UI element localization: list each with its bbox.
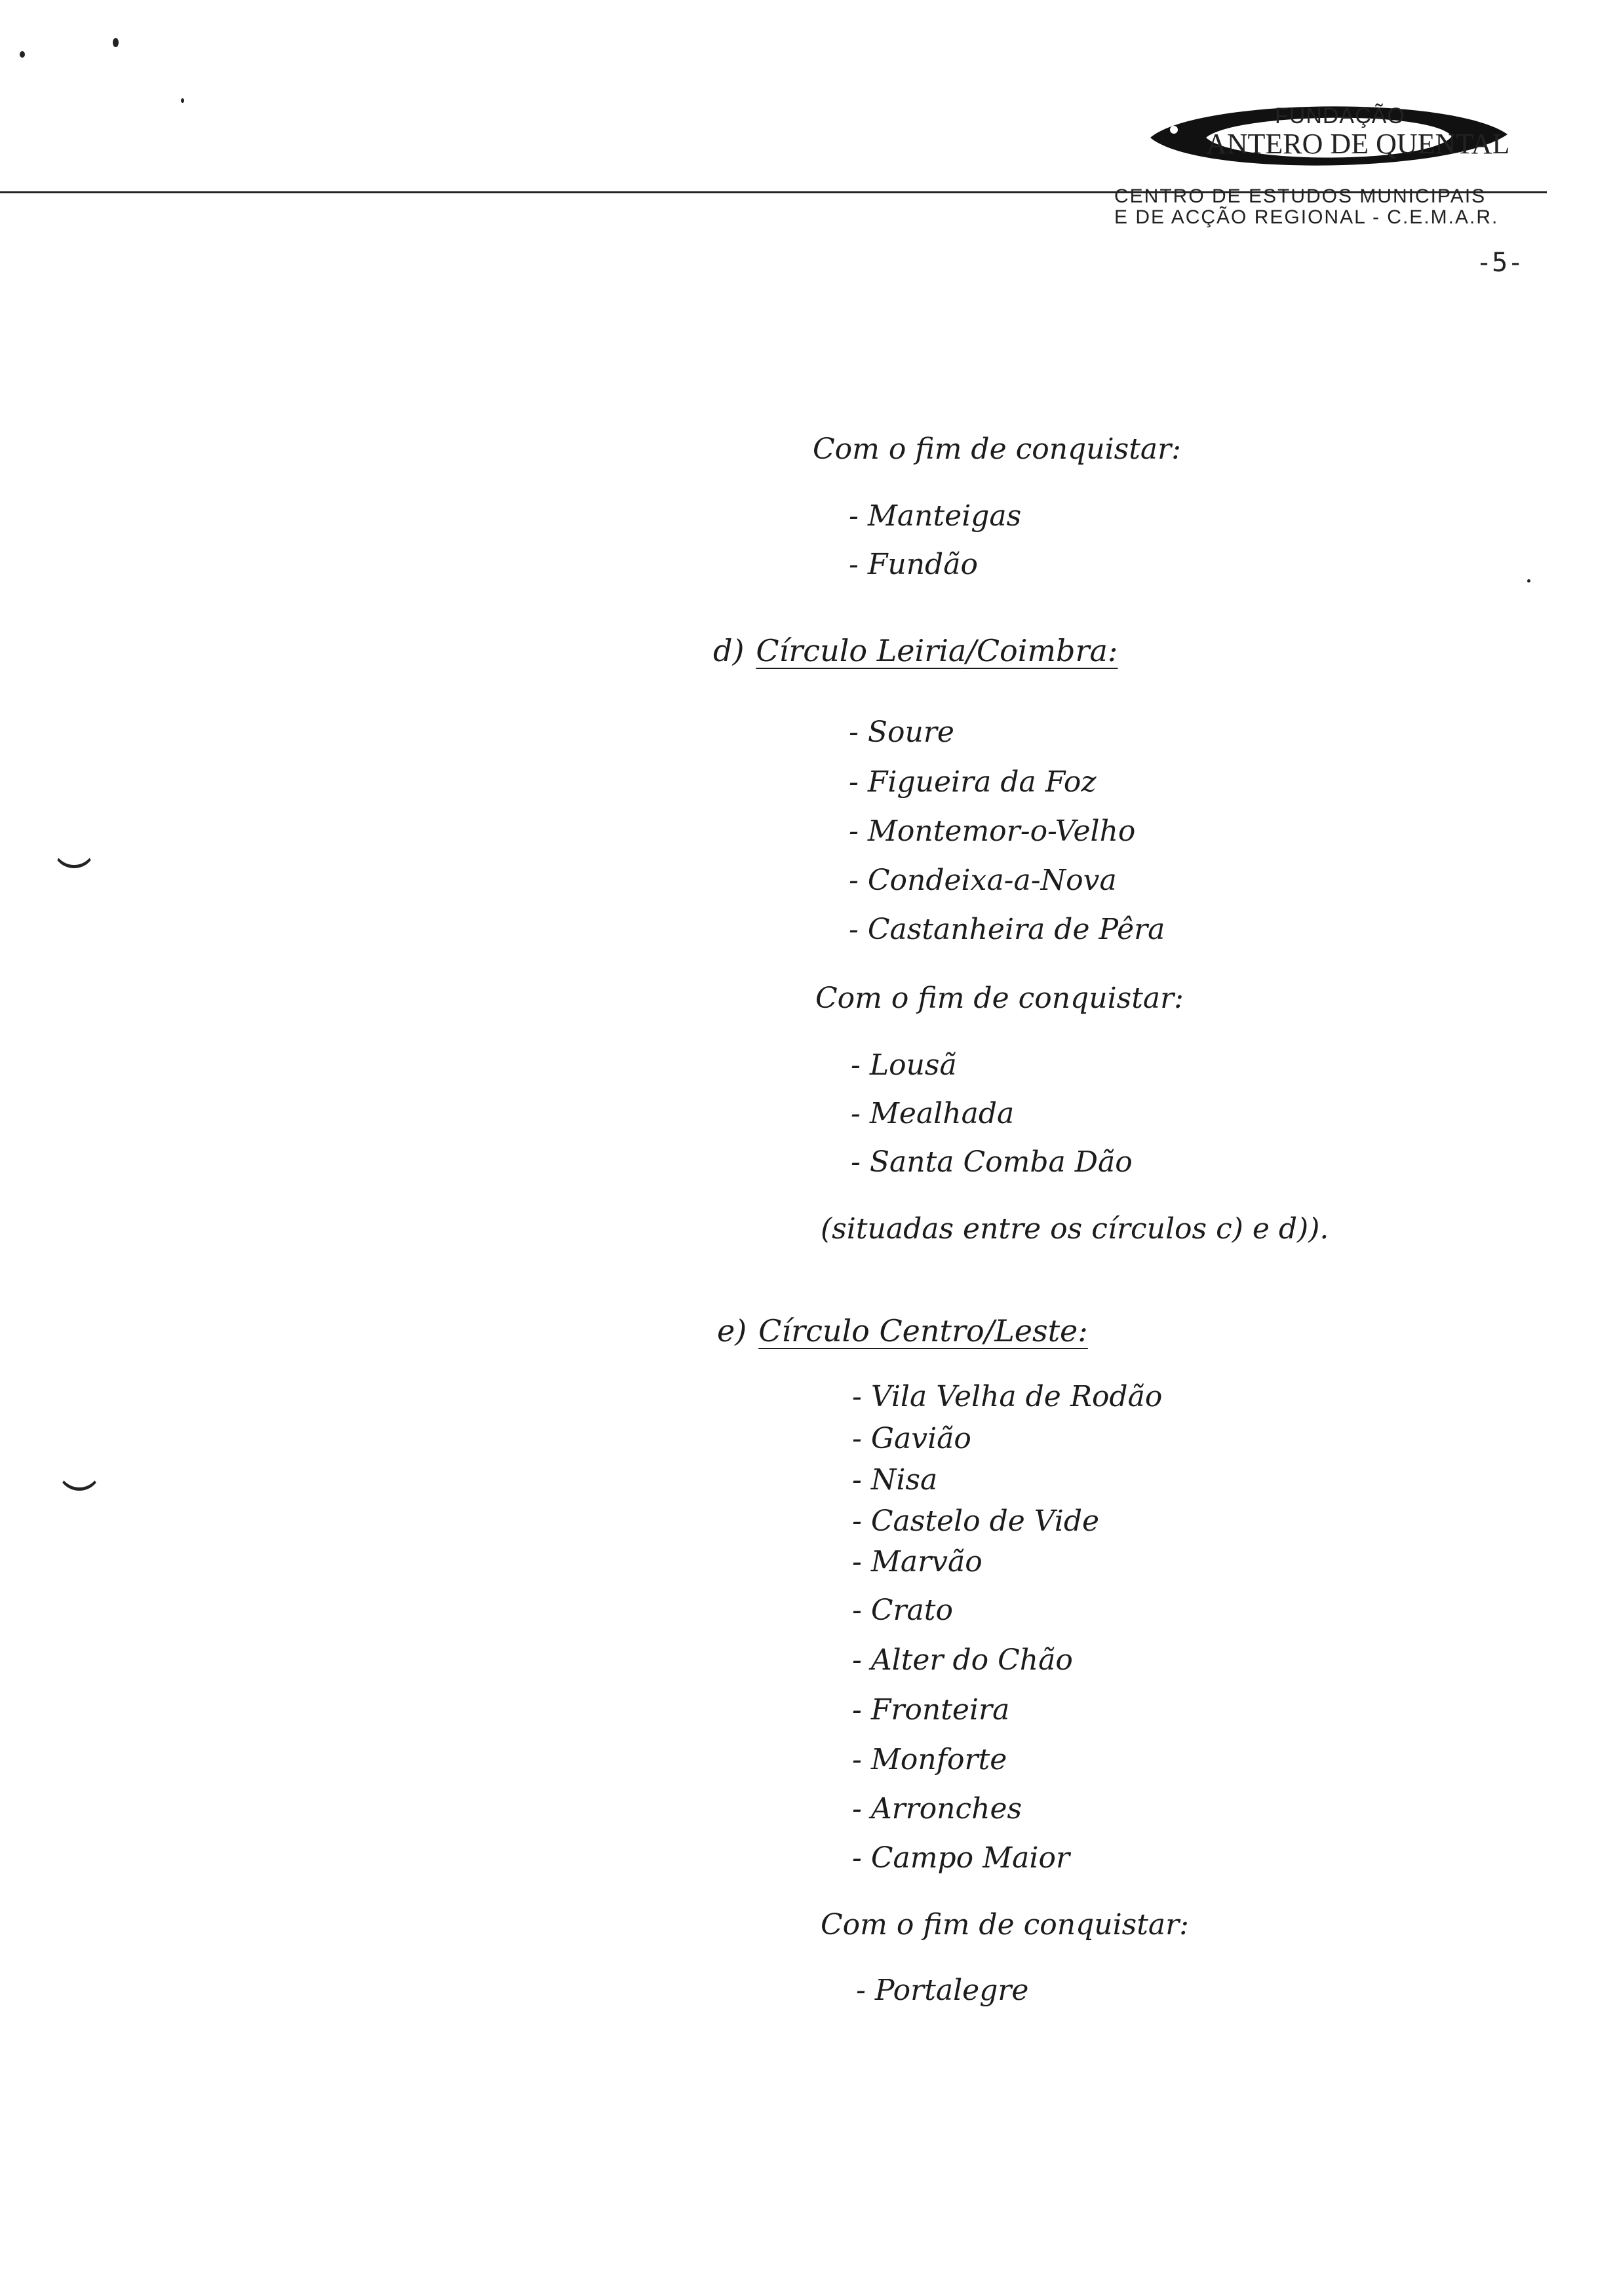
list-item: - Lousã <box>851 1048 957 1082</box>
list-item: - Condeixa-a-Nova <box>849 864 1117 897</box>
list-item: - Portalegre <box>856 1974 1029 2007</box>
foundation-logo <box>1144 98 1511 177</box>
section-heading <box>717 1313 1088 1349</box>
section-note: (situadas entre os círculos c) e d)). <box>821 1212 1329 1246</box>
list-item: - Vila Velha de Rodão <box>852 1380 1163 1413</box>
list-item: - Montemor-o-Velho <box>849 814 1136 848</box>
list-item: - Fundão <box>849 548 978 581</box>
list-item: - Gavião <box>852 1422 971 1455</box>
scan-speck <box>181 98 184 103</box>
list-item: - Alter do Chão <box>852 1643 1073 1677</box>
list-item: - Monforte <box>852 1743 1007 1776</box>
scan-speck <box>1527 579 1530 583</box>
scan-speck <box>113 38 119 47</box>
center-name <box>1114 186 1498 228</box>
punch-hole-mark <box>52 845 96 868</box>
list-item: - Castelo de Vide <box>852 1504 1100 1538</box>
center-name-line1: CENTRO DE ESTUDOS MUNICIPAIS <box>1114 185 1487 207</box>
list-item: - Mealhada <box>851 1097 1015 1130</box>
list-item: - Figueira da Foz <box>849 765 1097 799</box>
list-item: - Manteigas <box>849 499 1022 533</box>
list-item: - Fronteira <box>852 1693 1010 1727</box>
list-item: - Soure <box>849 716 954 749</box>
logo-text-main: ANTERO DE QUENTAL <box>1206 128 1510 160</box>
section-letter: e) <box>717 1313 747 1349</box>
list-item: - Santa Comba Dão <box>851 1145 1133 1179</box>
center-name-line2: E DE ACÇÃO REGIONAL - C.E.M.A.R. <box>1114 206 1499 228</box>
list-item: - Campo Maior <box>852 1841 1070 1875</box>
conquer-label: Com o fim de conquistar: <box>813 432 1181 466</box>
punch-hole-mark <box>58 1468 101 1491</box>
scan-speck <box>20 51 25 58</box>
list-item: - Arronches <box>852 1792 1022 1826</box>
list-item: - Marvão <box>852 1545 983 1578</box>
section-title: Círculo Centro/Leste: <box>758 1313 1088 1349</box>
list-item: - Castanheira de Pêra <box>849 913 1165 946</box>
list-item: - Crato <box>852 1594 953 1627</box>
section-heading <box>713 633 1118 668</box>
section-letter: d) <box>713 633 745 668</box>
section-title: Círculo Leiria/Coimbra: <box>756 633 1118 668</box>
page-number: -5- <box>1476 248 1524 278</box>
list-item: - Nisa <box>852 1463 938 1497</box>
logo-text-top: FUNDAÇÃO <box>1275 104 1405 128</box>
conquer-label: Com o fim de conquistar: <box>821 1908 1189 1942</box>
conquer-label: Com o fim de conquistar: <box>815 982 1184 1015</box>
